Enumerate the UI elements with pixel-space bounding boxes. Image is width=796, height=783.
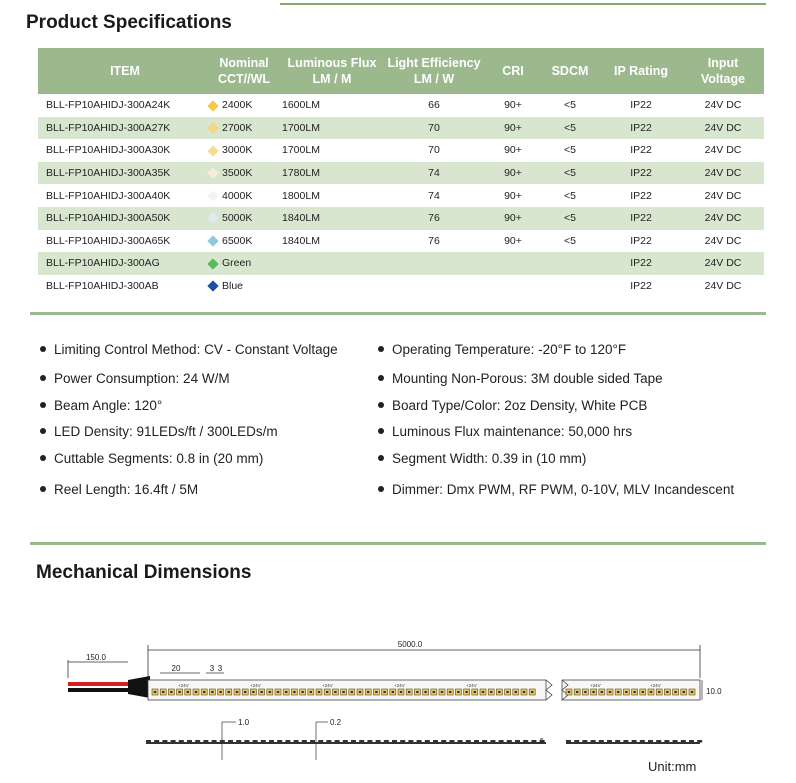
profile-led <box>599 740 604 743</box>
item-cell: BLL-FP10AHIDJ-300A24K <box>46 99 171 112</box>
profile-led <box>146 740 151 743</box>
profile-led <box>195 740 200 743</box>
profile-led <box>228 740 233 743</box>
strip-label: +24V <box>322 683 333 688</box>
profile-led <box>261 740 266 743</box>
profile-led <box>499 740 504 743</box>
header-efficiency <box>382 48 486 94</box>
profile-led <box>376 740 381 743</box>
profile-led <box>673 740 678 743</box>
feature-item: Dimmer: Dmx PWM, RF PWM, 0-10V, MLV Incandescent <box>378 482 734 497</box>
profile-led <box>441 740 446 743</box>
voltage-cell: 24V DC <box>682 207 764 230</box>
mechanical-drawing <box>0 600 796 760</box>
spec-row <box>38 139 764 162</box>
led-chip-core <box>178 691 180 693</box>
flux-cell: 1700LM <box>282 144 320 157</box>
cri-cell <box>486 252 540 275</box>
profile-led <box>515 740 520 743</box>
voltage-cell: 24V DC <box>704 144 742 157</box>
color-swatch-icon <box>207 100 218 111</box>
led-chip-core <box>633 691 635 693</box>
led-chip-core <box>219 691 221 693</box>
color-swatch-icon <box>207 122 218 133</box>
profile-led <box>408 740 413 743</box>
flux-cell: 1780LM <box>282 162 382 185</box>
dim-pcb-thickness-label: 1.0 <box>238 718 250 727</box>
strip-break-left <box>546 680 552 700</box>
sdcm-cell: <5 <box>564 144 576 157</box>
header-cct-line2: CCT//WL <box>217 72 271 86</box>
profile-led <box>384 740 389 743</box>
led-chip-core <box>310 691 312 693</box>
strip-label: +24V <box>650 683 661 688</box>
profile-led <box>632 740 637 743</box>
feature-item: Mounting Non-Porous: 3M double sided Tape <box>378 371 663 386</box>
section-divider <box>30 542 766 545</box>
spec-row <box>38 275 764 298</box>
efficiency-cell: 76 <box>382 207 486 230</box>
led-chip-core <box>375 691 377 693</box>
profile-led <box>591 740 596 743</box>
profile-led <box>171 740 176 743</box>
led-chip-core <box>674 691 676 693</box>
efficiency-cell: 70 <box>382 117 486 140</box>
led-chip-core <box>236 691 238 693</box>
profile-end-mark: 5 <box>540 738 544 745</box>
item-cell: BLL-FP10AHIDJ-300AG <box>38 252 206 275</box>
profile-led <box>212 740 217 743</box>
profile-led <box>310 740 315 743</box>
header-voltage: Input Voltage <box>682 48 764 94</box>
profile-led <box>425 740 430 743</box>
flux-cell: 1700LM <box>282 117 382 140</box>
led-chip-core <box>449 691 451 693</box>
profile-led <box>187 740 192 743</box>
profile-led <box>343 740 348 743</box>
cri-cell: 90+ <box>504 144 522 157</box>
led-chip-core <box>617 691 619 693</box>
led-chip-core <box>195 691 197 693</box>
led-chip-core <box>228 691 230 693</box>
cct-value: 3000K <box>222 144 253 157</box>
profile-led <box>531 740 536 743</box>
profile-led <box>507 740 512 743</box>
led-chip-core <box>285 691 287 693</box>
ip-cell: IP22 <box>630 280 652 293</box>
efficiency-cell: 70 <box>428 144 440 157</box>
led-chip-core <box>359 691 361 693</box>
dim-segment-label: 20 <box>171 664 181 673</box>
profile-led <box>417 740 422 743</box>
feature-item: Limiting Control Method: CV - Constant Voltage <box>40 342 338 357</box>
header-flux-line1: Luminous Flux <box>287 56 377 70</box>
profile-led <box>244 740 249 743</box>
cct-cell <box>206 252 282 275</box>
led-chip-core <box>465 691 467 693</box>
color-swatch-icon <box>207 213 218 224</box>
color-swatch-icon <box>207 258 218 269</box>
profile-led <box>615 740 620 743</box>
led-chip-core <box>592 691 594 693</box>
led-chip-core <box>351 691 353 693</box>
cct-value: 2700K <box>222 121 253 134</box>
spec-row <box>38 252 764 275</box>
dim-wire-label: 150.0 <box>85 653 107 662</box>
profile-led <box>640 740 645 743</box>
spec-row <box>38 230 764 253</box>
flux-cell: 1800LM <box>282 189 320 202</box>
header-flux <box>282 48 382 94</box>
cri-cell: 90+ <box>504 234 522 247</box>
profile-led <box>351 740 356 743</box>
led-chip-core <box>383 691 385 693</box>
header-eff-line2: LM / W <box>413 72 455 86</box>
section-title-specs: Product Specifications <box>26 12 232 33</box>
led-chip-core <box>424 691 426 693</box>
voltage-cell: 24V DC <box>682 162 764 185</box>
cct-value: 6500K <box>222 234 253 247</box>
led-chip-core <box>244 691 246 693</box>
led-chip-core <box>408 691 410 693</box>
cct-cell <box>206 94 282 117</box>
sdcm-cell: <5 <box>540 207 600 230</box>
voltage-cell: 24V DC <box>682 117 764 140</box>
section-title-mechanical: Mechanical Dimensions <box>36 562 252 583</box>
voltage-cell: 24V DC <box>704 234 742 247</box>
color-swatch-icon <box>207 168 218 179</box>
profile-led <box>359 740 364 743</box>
profile-led <box>482 740 487 743</box>
strip-label: +24V <box>394 683 405 688</box>
profile-led <box>490 740 495 743</box>
cct-cell <box>206 117 282 140</box>
ip-cell: IP22 <box>600 117 682 140</box>
profile-led <box>253 740 258 743</box>
led-chip-core <box>433 691 435 693</box>
header-cri: CRI <box>486 48 540 94</box>
led-chip-core <box>515 691 517 693</box>
led-chip-core <box>642 691 644 693</box>
profile-led <box>566 740 571 743</box>
cct-value: Blue <box>222 280 244 293</box>
led-chip-core <box>506 691 508 693</box>
strip-label: +24V <box>590 683 601 688</box>
unit-label: Unit:mm <box>648 759 697 774</box>
cct-cell <box>206 275 282 298</box>
led-chip-core <box>474 691 476 693</box>
item-cell: BLL-FP10AHIDJ-300A30K <box>46 144 171 157</box>
color-swatch-icon <box>207 145 218 156</box>
sdcm-cell: <5 <box>564 189 576 202</box>
profile-led <box>664 740 669 743</box>
sdcm-cell: <5 <box>540 162 600 185</box>
flux-cell <box>282 252 382 275</box>
profile-led <box>294 740 299 743</box>
efficiency-cell <box>382 252 486 275</box>
led-chip-core <box>269 691 271 693</box>
profile-led <box>697 740 702 743</box>
led-chip-core <box>252 691 254 693</box>
led-chip-core <box>457 691 459 693</box>
profile-led <box>326 740 331 743</box>
sdcm-cell <box>540 252 600 275</box>
profile-led <box>582 740 587 743</box>
feature-item: Board Type/Color: 2oz Density, White PCB <box>378 398 647 413</box>
led-chip-core <box>293 691 295 693</box>
strip-label: +24V <box>466 683 477 688</box>
cct-cell <box>206 139 282 162</box>
profile-led <box>458 740 463 743</box>
profile-led <box>689 740 694 743</box>
led-chip-core <box>601 691 603 693</box>
led-chip-core <box>416 691 418 693</box>
item-cell: BLL-FP10AHIDJ-300AB <box>46 280 159 293</box>
spec-row <box>38 117 764 140</box>
profile-led <box>367 740 372 743</box>
profile-led <box>400 740 405 743</box>
cri-cell: 90+ <box>486 117 540 140</box>
profile-led <box>269 740 274 743</box>
led-chip-core <box>211 691 213 693</box>
profile-led <box>449 740 454 743</box>
feature-item: Operating Temperature: -20°F to 120°F <box>378 342 626 357</box>
header-eff-line1: Light Efficiency <box>387 56 481 70</box>
sdcm-cell: <5 <box>564 99 576 112</box>
sdcm-cell: <5 <box>564 234 576 247</box>
wire-connector <box>128 676 150 698</box>
led-chip-core <box>260 691 262 693</box>
color-swatch-icon <box>207 190 218 201</box>
dim-width-label: 10.0 <box>706 687 722 696</box>
profile-led <box>648 740 653 743</box>
profile-led <box>162 740 167 743</box>
profile-led <box>523 740 528 743</box>
cct-value: 5000K <box>222 212 253 225</box>
cct-value: 2400K <box>222 99 253 112</box>
led-chip-core <box>609 691 611 693</box>
cct-cell <box>206 230 282 253</box>
flux-cell: 1600LM <box>282 99 320 112</box>
feature-item: LED Density: 91LEDs/ft / 300LEDs/m <box>40 424 278 439</box>
led-chip-core <box>498 691 500 693</box>
led-chip-core <box>318 691 320 693</box>
led-chip-core <box>568 691 570 693</box>
feature-item: Segment Width: 0.39 in (10 mm) <box>378 451 586 466</box>
dim-tape-thickness-label: 0.2 <box>330 718 342 727</box>
led-chip-core <box>625 691 627 693</box>
ip-cell: IP22 <box>630 99 652 112</box>
efficiency-cell <box>382 275 486 298</box>
led-chip-core <box>187 691 189 693</box>
spec-row <box>38 207 764 230</box>
led-chip-core <box>650 691 652 693</box>
efficiency-cell: 74 <box>428 189 440 202</box>
voltage-cell: 24V DC <box>682 252 764 275</box>
efficiency-cell: 76 <box>428 234 440 247</box>
cri-cell: 90+ <box>486 162 540 185</box>
header-cct <box>206 48 282 94</box>
spec-row <box>38 94 764 117</box>
header-cct-line1: Nominal <box>219 56 269 70</box>
led-chip-core <box>342 691 344 693</box>
cri-cell: 90+ <box>504 99 522 112</box>
feature-item: Luminous Flux maintenance: 50,000 hrs <box>378 424 632 439</box>
led-chip-core <box>203 691 205 693</box>
led-chip-core <box>441 691 443 693</box>
voltage-cell: 24V DC <box>704 99 742 112</box>
cct-value: 3500K <box>222 167 253 180</box>
led-chip-core <box>334 691 336 693</box>
led-chip-core <box>531 691 533 693</box>
feature-item: Beam Angle: 120° <box>40 398 162 413</box>
led-chip-core <box>691 691 693 693</box>
spec-row <box>38 162 764 185</box>
efficiency-cell: 74 <box>382 162 486 185</box>
header-flux-line2: LM / M <box>312 72 352 86</box>
header-sdcm: SDCM <box>540 48 600 94</box>
profile-led <box>318 740 323 743</box>
cri-cell <box>486 275 540 298</box>
dim-total-label: 5000.0 <box>397 640 423 649</box>
efficiency-cell: 66 <box>428 99 440 112</box>
strip-label: +24V <box>250 683 261 688</box>
profile-led <box>656 740 661 743</box>
profile-led <box>392 740 397 743</box>
led-chip-core <box>683 691 685 693</box>
item-cell: BLL-FP10AHIDJ-300A50K <box>38 207 206 230</box>
flux-cell: 1840LM <box>282 234 320 247</box>
cri-cell: 90+ <box>486 207 540 230</box>
profile-led <box>236 740 241 743</box>
led-chip-core <box>277 691 279 693</box>
led-chip-core <box>326 691 328 693</box>
spec-row <box>38 184 764 207</box>
led-chip-core <box>170 691 172 693</box>
item-cell: BLL-FP10AHIDJ-300A65K <box>46 234 171 247</box>
profile-led <box>433 740 438 743</box>
profile-led <box>179 740 184 743</box>
led-chip-core <box>482 691 484 693</box>
spec-header-row <box>38 48 764 94</box>
strip-label: +24V <box>178 683 189 688</box>
profile-led <box>474 740 479 743</box>
led-chip-core <box>576 691 578 693</box>
header-item: ITEM <box>38 48 206 94</box>
cct-cell <box>206 207 282 230</box>
feature-item: Reel Length: 16.4ft / 5M <box>40 482 198 497</box>
profile-led <box>277 740 282 743</box>
led-chip-core <box>490 691 492 693</box>
cct-value: Green <box>222 257 252 270</box>
led-chip-core <box>658 691 660 693</box>
led-chip-core <box>523 691 525 693</box>
sdcm-cell <box>540 275 600 298</box>
profile-led <box>154 740 159 743</box>
cri-cell: 90+ <box>504 189 522 202</box>
profile-led <box>335 740 340 743</box>
item-cell: BLL-FP10AHIDJ-300A35K <box>38 162 206 185</box>
profile-led <box>623 740 628 743</box>
sdcm-cell: <5 <box>540 117 600 140</box>
profile-led <box>574 740 579 743</box>
top-divider <box>280 3 766 5</box>
color-swatch-icon <box>207 235 218 246</box>
cct-cell <box>206 184 282 207</box>
profile-led <box>466 740 471 743</box>
section-divider <box>30 312 766 315</box>
cct-cell <box>206 162 282 185</box>
led-chip-core <box>154 691 156 693</box>
dim-pitch-a-label: 3 <box>209 664 215 673</box>
led-chip-core <box>162 691 164 693</box>
ip-cell: IP22 <box>600 207 682 230</box>
led-chip-core <box>367 691 369 693</box>
flux-cell <box>282 275 382 298</box>
cct-value: 4000K <box>222 189 253 202</box>
ip-cell: IP22 <box>630 189 652 202</box>
profile-led <box>203 740 208 743</box>
dim-pitch-b-label: 3 <box>217 664 223 673</box>
color-swatch-icon <box>207 281 218 292</box>
led-chip-core <box>584 691 586 693</box>
ip-cell: IP22 <box>630 144 652 157</box>
ip-cell: IP22 <box>600 252 682 275</box>
voltage-cell: 24V DC <box>704 280 742 293</box>
feature-item: Cuttable Segments: 0.8 in (20 mm) <box>40 451 263 466</box>
ip-cell: IP22 <box>630 234 652 247</box>
voltage-cell: 24V DC <box>704 189 742 202</box>
spec-table <box>38 48 764 297</box>
profile-led <box>285 740 290 743</box>
profile-led <box>607 740 612 743</box>
flux-cell: 1840LM <box>282 207 382 230</box>
profile-led <box>302 740 307 743</box>
item-cell: BLL-FP10AHIDJ-300A40K <box>46 189 171 202</box>
profile-led <box>681 740 686 743</box>
ip-cell: IP22 <box>600 162 682 185</box>
led-chip-core <box>301 691 303 693</box>
item-cell: BLL-FP10AHIDJ-300A27K <box>38 117 206 140</box>
led-chip-core <box>392 691 394 693</box>
led-chip-core <box>666 691 668 693</box>
led-chip-core <box>400 691 402 693</box>
header-ip: IP Rating <box>600 48 682 94</box>
feature-item: Power Consumption: 24 W/M <box>40 371 230 386</box>
